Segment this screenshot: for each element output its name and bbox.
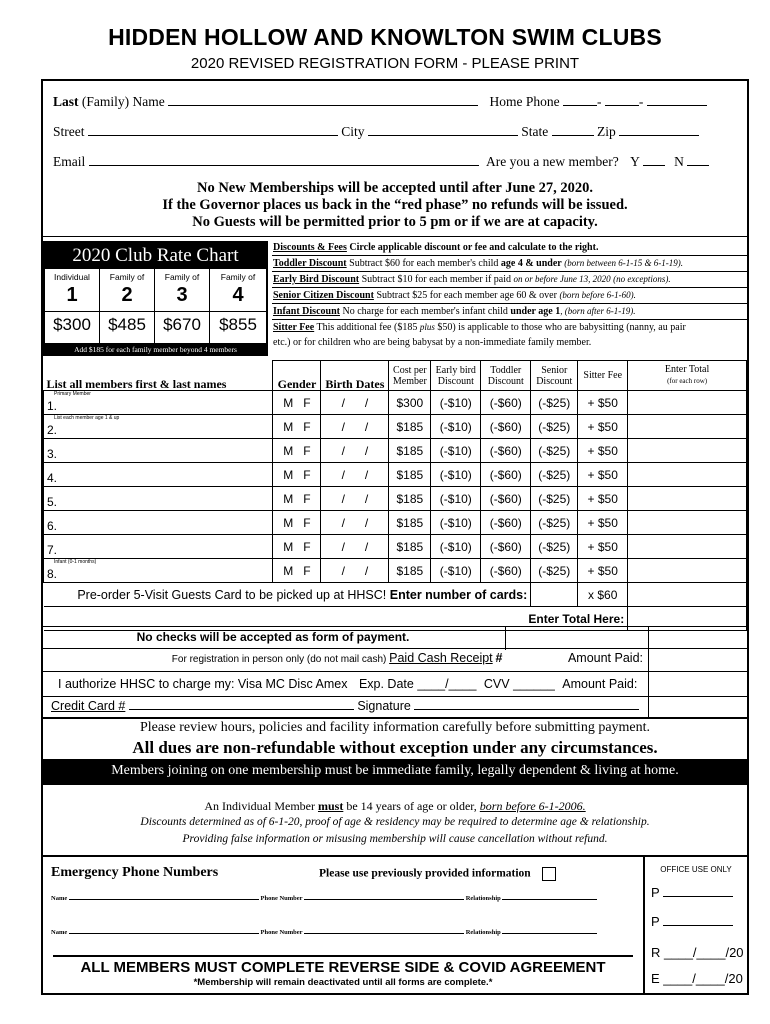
rate-col-family-4 <box>210 269 266 351</box>
rate-price: $670 <box>155 311 209 335</box>
cell-gender[interactable]: M F <box>273 463 321 487</box>
guests-count-field[interactable] <box>531 583 578 607</box>
senior-discount <box>272 288 748 304</box>
rate-label: Family of <box>164 272 200 282</box>
individual-born: born before 6-1-2006. <box>479 799 586 813</box>
phone-sep-1: - <box>597 94 602 109</box>
divider <box>648 696 649 718</box>
refund-text: All dues are non-refundable without exception under any circumstances. <box>132 738 658 757</box>
cell-toddler[interactable]: (-$60) <box>481 511 531 535</box>
cell-gender[interactable]: M F <box>273 439 321 463</box>
yes-label: Y <box>630 154 640 169</box>
row-tag: Primary Member <box>54 391 91 397</box>
office-p2 <box>651 914 733 929</box>
cell-sitter[interactable]: + $50 <box>578 535 628 559</box>
member-name-field[interactable] <box>44 511 273 535</box>
row-number: 4. <box>47 470 58 485</box>
guests-total-field[interactable] <box>628 583 747 607</box>
discount-proof-text: Discounts determined as of 6-1-20, proof of age & residency may be required to determine age & relationship. <box>140 816 650 828</box>
exp-label: Exp. Date <box>358 677 414 691</box>
table-row <box>44 415 747 439</box>
sitter-fee <box>272 320 748 335</box>
discounts-header-text: Circle applicable discount or fee and calculate to the right. <box>349 242 599 253</box>
row-total-field[interactable] <box>628 415 747 439</box>
row-number: 8. <box>47 566 58 581</box>
row-number: 1. <box>47 398 58 413</box>
zip-field[interactable] <box>619 135 699 136</box>
cell-senior[interactable]: (-$25) <box>531 487 578 511</box>
cell-gender[interactable]: M F <box>273 487 321 511</box>
previously-provided <box>319 867 556 881</box>
family-bar: Members joining on one membership must be immediate family, legally dependent & living at home. <box>43 759 747 785</box>
member-name-field[interactable] <box>44 535 273 559</box>
cell-cost[interactable]: $185 <box>389 559 431 583</box>
toddler-text: Subtract $60 for each member's child <box>349 258 499 269</box>
guests-label <box>44 583 531 607</box>
payment-box <box>43 626 747 718</box>
cell-senior[interactable]: (-$25) <box>531 415 578 439</box>
footer <box>43 955 643 988</box>
must-complete: ALL MEMBERS MUST COMPLETE REVERSE SIDE & COVID AGREEMENT <box>53 955 633 976</box>
office-p1 <box>651 885 733 900</box>
cell-toddler[interactable]: (-$60) <box>481 487 531 511</box>
name-label: Name <box>51 929 68 936</box>
name-label: Name <box>51 895 68 902</box>
amount-paid-label: Amount Paid: <box>567 651 643 665</box>
no-checks-divider <box>505 627 506 650</box>
credit-card-row <box>51 699 755 713</box>
individual-must: must <box>317 799 344 813</box>
cell-cost[interactable]: $300 <box>389 391 431 415</box>
phone-sep-2: - <box>638 94 644 109</box>
senior-text: Subtract $25 for each member age 60 & over <box>376 290 557 301</box>
no-checks-text: No checks will be accepted as form of payment. <box>136 630 410 644</box>
phone-line-field[interactable] <box>647 105 707 106</box>
no-label: N <box>674 154 684 169</box>
email-row <box>53 154 743 170</box>
row-total-field[interactable] <box>628 391 747 415</box>
early-italic: on or before June 13, 2020 <box>513 274 611 284</box>
guests-price: x $60 <box>578 583 628 607</box>
cell-early[interactable]: (-$10) <box>431 463 481 487</box>
cell-birth[interactable]: / / <box>321 391 389 415</box>
row-number: 2. <box>47 422 58 437</box>
office-p1-label: P <box>651 885 660 900</box>
rate-num: 3 <box>176 284 188 306</box>
cell-early[interactable]: (-$10) <box>431 439 481 463</box>
amount-paid-label-2: Amount Paid: <box>562 677 638 691</box>
rate-col-family-2 <box>100 269 155 351</box>
early-title: Early Bird Discount <box>273 274 360 285</box>
no-checks-row <box>43 626 747 649</box>
cvv-field[interactable]: ______ <box>513 677 555 691</box>
sitter-text-2: $50) is applicable to those who are babysitting (nanny, au pair <box>437 322 686 333</box>
rate-chart-footnote: Add $185 for each family member beyond 4 members <box>43 343 268 356</box>
office-e: E ____/____/20 <box>651 971 743 986</box>
divider <box>43 236 747 237</box>
phone-area-field[interactable] <box>563 105 597 106</box>
row-number: 7. <box>47 542 58 557</box>
toddler-bold: age 4 & under <box>500 258 562 269</box>
cell-early[interactable]: (-$10) <box>431 535 481 559</box>
cell-sitter[interactable]: + $50 <box>578 415 628 439</box>
phone-label: Phone Number <box>260 895 303 902</box>
deactivated-note: *Membership will remain deactivated until all forms are complete.* <box>193 977 493 988</box>
member-name-field[interactable] <box>44 487 273 511</box>
cell-senior[interactable]: (-$25) <box>531 463 578 487</box>
form-subtitle: 2020 REVISED REGISTRATION FORM - PLEASE PRINT <box>190 55 580 72</box>
guests-bold: Enter number of cards: <box>389 587 528 602</box>
table-row <box>44 559 747 583</box>
rate-price: $300 <box>45 311 99 335</box>
office-use-box <box>643 857 747 993</box>
state-field[interactable] <box>552 135 594 136</box>
email-field[interactable] <box>89 165 479 166</box>
cell-senior[interactable]: (-$25) <box>531 535 578 559</box>
header-early: Early bird Discount <box>431 361 481 391</box>
cell-birth[interactable]: / / <box>321 415 389 439</box>
member-name-field[interactable] <box>44 559 273 583</box>
cell-early[interactable]: (-$10) <box>431 415 481 439</box>
notice-line-2: If the Governor places us back in the “red phase” no refunds will be issued. <box>162 197 628 213</box>
credit-card-label: Credit Card # <box>51 699 126 713</box>
street-field[interactable] <box>88 135 338 136</box>
cell-senior[interactable]: (-$25) <box>531 511 578 535</box>
email-label: Email <box>53 154 86 169</box>
senior-note: (born before 6-1-60). <box>559 290 636 300</box>
early-text: Subtract $10 for each member if paid <box>361 274 512 285</box>
emergency-contact-1 <box>51 895 597 902</box>
infant-bold: under age 1 <box>510 306 561 317</box>
city-field[interactable] <box>368 135 518 136</box>
cell-cost[interactable]: $185 <box>389 463 431 487</box>
divider <box>43 717 747 719</box>
office-p1-field[interactable] <box>663 896 733 897</box>
phone-label: Phone Number <box>260 929 303 936</box>
receipt-label: Paid Cash Receipt <box>389 651 493 665</box>
infant-note: , (born after 6-1-19). <box>560 306 636 316</box>
sitter-title: Sitter Fee <box>273 322 315 333</box>
cell-sitter[interactable]: + $50 <box>578 511 628 535</box>
relationship-label: Relationship <box>465 929 501 936</box>
cell-senior[interactable]: (-$25) <box>531 391 578 415</box>
rate-chart <box>43 241 268 356</box>
emergency-phone-1[interactable] <box>304 899 464 900</box>
rate-chart-title: 2020 Club Rate Chart <box>72 245 239 266</box>
divider <box>43 696 747 697</box>
in-person-text: For registration in person only (do not mail cash) <box>171 654 387 665</box>
cell-early[interactable]: (-$10) <box>431 559 481 583</box>
exp-field[interactable]: ____/____ <box>417 677 477 691</box>
cell-sitter[interactable]: + $50 <box>578 391 628 415</box>
header-toddler: Toddler Discount <box>481 361 531 391</box>
yes-field[interactable] <box>643 165 665 166</box>
toddler-discount <box>272 256 748 272</box>
no-field[interactable] <box>687 165 709 166</box>
cell-toddler[interactable]: (-$60) <box>481 463 531 487</box>
sitter-fee-cont: etc.) or for children who are being babysat by a non-immediate family member. <box>273 337 592 348</box>
phone-prefix-field[interactable] <box>605 105 639 106</box>
cell-toddler[interactable]: (-$60) <box>481 535 531 559</box>
cell-cost[interactable]: $185 <box>389 439 431 463</box>
sitter-text-1: This additional fee ($185 <box>316 322 418 333</box>
cell-sitter[interactable]: + $50 <box>578 463 628 487</box>
row-total-field[interactable] <box>628 559 747 583</box>
notice-line-1: No New Memberships will be accepted until after June 27, 2020. <box>196 180 594 196</box>
emergency-relationship-1[interactable] <box>502 899 597 900</box>
table-header <box>44 361 747 391</box>
rate-price: $485 <box>100 311 154 335</box>
row-tag: Infant (0-1 months) <box>54 559 97 565</box>
cell-toddler[interactable]: (-$60) <box>481 415 531 439</box>
header-total-title: Enter Total <box>664 364 710 375</box>
cell-gender[interactable]: M F <box>273 415 321 439</box>
cell-toddler[interactable]: (-$60) <box>481 391 531 415</box>
cell-birth[interactable]: / / <box>321 511 389 535</box>
state-label: State <box>521 124 549 139</box>
cell-birth[interactable]: / / <box>321 439 389 463</box>
in-person-row <box>43 651 643 665</box>
discounts-header-title: Discounts & Fees <box>273 242 347 253</box>
rate-col-family-3 <box>155 269 210 351</box>
member-name-field[interactable] <box>44 463 273 487</box>
cell-sitter[interactable]: + $50 <box>578 559 628 583</box>
emergency-contact-2 <box>51 929 597 936</box>
guests-row <box>44 583 747 607</box>
row-total-field[interactable] <box>628 439 747 463</box>
office-p2-field[interactable] <box>663 925 733 926</box>
header-names: List all members first & last names <box>44 361 273 391</box>
table-row <box>44 511 747 535</box>
infant-discount <box>272 304 748 320</box>
cell-senior[interactable]: (-$25) <box>531 439 578 463</box>
row-number: 3. <box>47 446 58 461</box>
signature-label: Signature <box>357 699 411 713</box>
member-name-field[interactable] <box>44 415 273 439</box>
receipt-hash: # <box>495 651 503 665</box>
credit-card-field[interactable] <box>129 709 354 710</box>
table-row <box>44 535 747 559</box>
toddler-title: Toddler Discount <box>273 258 347 269</box>
previously-checkbox[interactable] <box>542 867 556 881</box>
emergency-title: Emergency Phone Numbers <box>51 865 219 880</box>
address-row <box>53 124 743 140</box>
rate-label: Individual <box>54 272 90 282</box>
rate-num: 1 <box>66 284 78 306</box>
row-tag: List each member age 1 & up <box>54 415 120 421</box>
individual-member-rule <box>43 799 747 814</box>
early-bird-discount <box>272 272 748 288</box>
early-note: (no exceptions). <box>613 274 671 284</box>
divider <box>43 671 747 672</box>
cell-cost[interactable]: $185 <box>389 535 431 559</box>
false-info-text: Providing false information or misusing membership will cause cancellation without refund. <box>182 833 608 845</box>
row-total-field[interactable] <box>628 463 747 487</box>
city-label: City <box>341 124 365 139</box>
cell-gender[interactable]: M F <box>273 511 321 535</box>
guests-text: Pre-order 5-Visit Guests Card to be picked up at HHSC! <box>77 587 387 602</box>
row-total-field[interactable] <box>628 487 747 511</box>
emergency-name-1[interactable] <box>69 899 259 900</box>
emergency-phone-2[interactable] <box>304 933 464 934</box>
cell-toddler[interactable]: (-$60) <box>481 559 531 583</box>
home-phone-label: Home Phone <box>489 94 560 109</box>
cell-birth[interactable]: / / <box>321 487 389 511</box>
header-sitter: Sitter Fee <box>578 361 628 391</box>
new-member-question: Are you a new member? <box>486 154 619 169</box>
cell-birth[interactable]: / / <box>321 559 389 583</box>
infant-title: Infant Discount <box>273 306 340 317</box>
header-gender: Gender <box>273 361 321 391</box>
family-name-field[interactable] <box>168 105 478 106</box>
cell-senior[interactable]: (-$25) <box>531 559 578 583</box>
office-title: OFFICE USE ONLY <box>660 865 732 874</box>
office-r: R ____/____/20 <box>651 945 744 960</box>
rate-label: Family of <box>109 272 145 282</box>
cell-sitter[interactable]: + $50 <box>578 439 628 463</box>
table-row <box>44 487 747 511</box>
cell-cost[interactable]: $185 <box>389 415 431 439</box>
table-row <box>44 391 747 415</box>
member-name-field[interactable] <box>44 439 273 463</box>
cell-birth[interactable]: / / <box>321 535 389 559</box>
table-row <box>44 463 747 487</box>
individual-mid: be 14 years of age or older, <box>346 799 477 813</box>
row-number: 6. <box>47 518 58 533</box>
rate-col-individual <box>45 269 100 351</box>
cell-early[interactable]: (-$10) <box>431 391 481 415</box>
infant-text: No charge for each member's infant child <box>342 306 508 317</box>
header-total <box>628 361 747 391</box>
grand-total-label: Enter Total Here: <box>44 607 628 631</box>
header-total-sub: (for each row) <box>667 377 708 385</box>
cell-birth[interactable]: / / <box>321 463 389 487</box>
rate-num: 4 <box>232 284 244 306</box>
review-text: Please review hours, policies and facility information carefully before submitting payment. <box>139 720 651 735</box>
zip-label: Zip <box>597 124 616 139</box>
form-title: HIDDEN HOLLOW AND KNOWLTON SWIM CLUBS <box>108 24 662 50</box>
row-total-field[interactable] <box>628 535 747 559</box>
authorize-text: I authorize HHSC to charge my: Visa MC Disc Amex <box>58 677 348 691</box>
sitter-plus: plus <box>419 322 435 332</box>
cell-cost[interactable]: $185 <box>389 511 431 535</box>
rate-price: $855 <box>210 311 266 335</box>
name-row <box>53 94 743 110</box>
cell-cost[interactable]: $185 <box>389 487 431 511</box>
header-birth: Birth Dates <box>321 361 389 391</box>
header-cost: Cost per Member <box>389 361 431 391</box>
office-p2-label: P <box>651 914 660 929</box>
last-label: Last <box>53 94 79 109</box>
cell-early[interactable]: (-$10) <box>431 487 481 511</box>
row-number: 5. <box>47 494 58 509</box>
rate-chart-cells <box>45 269 266 351</box>
authorize-row <box>58 677 648 691</box>
header-senior: Senior Discount <box>531 361 578 391</box>
emergency-relationship-2[interactable] <box>502 933 597 934</box>
divider <box>43 855 747 857</box>
toddler-note: (born between 6-1-15 & 6-1-19). <box>564 258 683 268</box>
individual-pre: An Individual Member <box>204 799 315 813</box>
discounts-header <box>272 240 748 256</box>
cell-gender[interactable]: M F <box>273 391 321 415</box>
rate-label: Family of <box>220 272 256 282</box>
previously-text: Please use previously provided information <box>319 867 531 880</box>
relationship-label: Relationship <box>465 895 501 902</box>
row-total-field[interactable] <box>628 511 747 535</box>
table-row <box>44 439 747 463</box>
emergency-name-2[interactable] <box>69 933 259 934</box>
cell-early[interactable]: (-$10) <box>431 511 481 535</box>
discounts-box <box>272 240 748 350</box>
member-name-field[interactable] <box>44 391 273 415</box>
senior-title: Senior Citizen Discount <box>273 290 374 301</box>
cell-toddler[interactable]: (-$60) <box>481 439 531 463</box>
cell-gender[interactable]: M F <box>273 535 321 559</box>
family-name-label: (Family) Name <box>81 94 165 109</box>
members-table <box>43 360 747 631</box>
notice-line-3: No Guests will be permitted prior to 5 pm or if we are at capacity. <box>192 214 598 230</box>
amount-column-divider <box>648 627 649 697</box>
cell-sitter[interactable]: + $50 <box>578 487 628 511</box>
signature-field[interactable] <box>414 709 639 710</box>
cell-gender[interactable]: M F <box>273 559 321 583</box>
street-label: Street <box>53 124 85 139</box>
rate-num: 2 <box>121 284 133 306</box>
cvv-label: CVV <box>483 677 510 691</box>
